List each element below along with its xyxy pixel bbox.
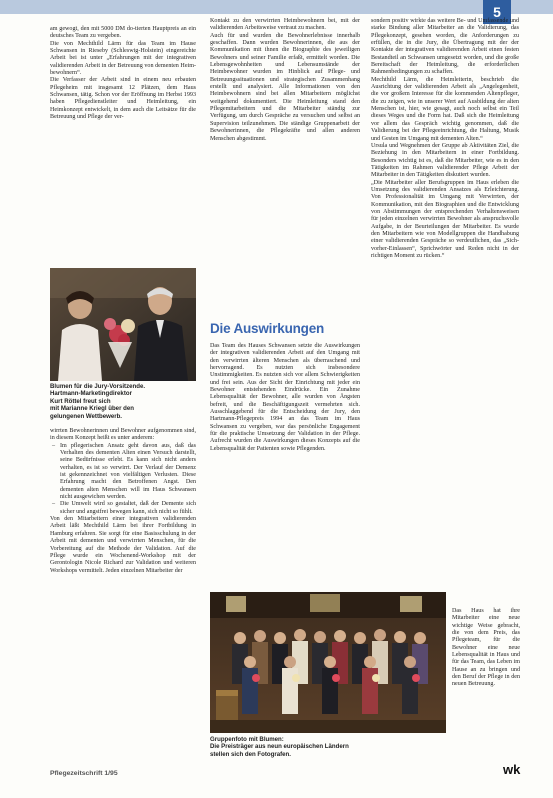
column-2b-text: [210, 343, 360, 453]
column-3-text: [371, 18, 519, 260]
column-1b-text: [50, 428, 196, 575]
section-heading: Die Auswirkungen: [210, 321, 325, 336]
bullet-list: [50, 443, 196, 516]
column-3b-text: [452, 608, 520, 689]
group-photo-caption: [210, 736, 450, 758]
caption-line: Die Preisträger aus neun europäischen Ländern: [210, 743, 349, 751]
caption-line: Kurt Röttel freut sich: [50, 397, 111, 405]
column-2-text: [210, 18, 360, 143]
paragraph: „Die Mitarbeiter aller Berufsgruppen im Haus erleben die Umsetzung des validierenden Ansatzes als Erleichterung. Von Professionalität im Umgang mit Verwirrten, der Kommunikation, mit den Biographien und die Entwicklung von Abstimmungen der entsprechenden Verhaltensweisen für jeden einzelnen verwirrten Bewohner als anspruchsvolle Aufgabe, in der Beurteilungen der Mitarbeiter. Es wurde den Mitarbeitern wie von Modellgruppen die Handhabung einer validierenden Gespräche so verdeutlichen, das „Sich-vorher-Einlassen“, Sprichwörter und Reden nicht in der richtigen Moment zu rücken.“: [371, 179, 519, 259]
paragraph: wirrten Bewohnerinnen und Bewohner aufgenommen sind, in diesem Konzept heißt es unter anderem:: [50, 428, 196, 442]
footer-logo: wk: [503, 762, 521, 777]
page-number: 5: [483, 0, 511, 24]
caption-line: stellen sich den Fotografen.: [210, 750, 291, 758]
footer-publication: Pflegezeitschrift 1/95: [50, 770, 118, 777]
caption-line: gelungenen Wettbewerb.: [50, 412, 123, 420]
group-photo-image: [210, 592, 446, 733]
caption-line: Gruppenfoto mit Blumen:: [210, 736, 284, 743]
paragraph: Ursula und Wegnehmen der Gruppe ab Aktivitäten Ziel, die Beziehung in den Mitarbeitern in einer Fortbildung. Besonders wichtig ist es, daß die Mitarbeiter, wie es in den Tätigkeiten im Rahmen validierender Pflege Arbeit der Mitarbeiter in den Tätigkeiten diskutiert wurden.: [371, 142, 519, 179]
list-item: – Im pflegerischen Ansatz geht davon aus, daß das Verhalten des dementen Alten einen Versuch darstellt, seine Bedürfnisse erlebt. Es kann sich nicht anders verhalten, es ist so verwirrt. Der Verlauf der Demenz ist gekennzeichnet von vielfältigen Verlusten. Diese Erfahrung macht den Betroffenen Angst. Den dementen alten Menschen will im Haus Schwansen nicht ausgewichen werden.: [60, 443, 196, 502]
list-item: – Die Umwelt wird so gestaltet, daß der Demente sich sicher und angstfrei bewegen kann, sich nicht so fühlt.: [60, 501, 196, 516]
top-color-bar: [0, 0, 553, 14]
paragraph: Das Haus hat ihre Mitarbeiter eine neue wichtige Weise gebracht, die von dem Preis, das Pflegeteam, für die Bewohner eine neue Lebensqualität in Haus und für das Team, das Leben im Hause an zu bringen und den Beruf der Pflege in den neuen Betreuung.: [452, 608, 520, 688]
paragraph: Von den Mitarbeitern einer integrativen validierenden Arbeit läßt Mechthild Lärm bei ihrer Fortbildung in Hamburg erfahren. Sie sorgt für eine Basisschulung in der Arbeit mit dementen und verwirrten Menschen, für die Vorbereitung auf die Methode der Validation. Auf die Pflege wurde ein Wochenend-Workshop mit der Gerontologin Nicole Richard zur Validation und weiteren Workshops vermittelt. Jeden einzelnen Mitarbeiter der: [50, 516, 196, 574]
award-photo-image: [50, 268, 196, 381]
paragraph: Das Team des Hauses Schwansen setzte die Auswirkungen der integrativen validierenden Arbeit auf den Umgang mit den verwirrten älteren Menschen als überraschend und hervorragend. Es nutzten sich insbesondere Unstimmigkeiten. Es nutzten sich vor allem Schwierigkeiten und frei sein. Aus der Sicht der Einrichtung mit jeder ein Bewohner entstehenden Eindrücke. Ein Zunahme Lebensqualität der Bewohner, alle wurden von Ängsten befreit, und die Beschäftigungszeit vermehrten sich. Ausschlaggebend für die Entscheidung der Jury, den Hartmann-Pflegepreis 1994 an das Team im Haus Schwansen zu vergeben, war das persönliche Engagement für die praktische Umsetzung der Validation in der Pflege. Aufrecht wurden die Auswirkungen dieses Konzepts auf die Lebensqualität der Patienten sowie Pflegenden.: [210, 343, 360, 452]
column-1-text: [50, 26, 196, 121]
group-photo: [210, 592, 446, 733]
award-photo: [50, 268, 196, 381]
paragraph: Kontakt zu den verwirrten Heimbewohnern bei, mit der validierenden Arbeitsweise vertraut zu machen.: [210, 18, 360, 32]
caption-line: Blumen für die Jury-Vorsitzende.: [50, 383, 146, 390]
caption-line: mit Marianne Kriegl über den: [50, 405, 134, 413]
paragraph: Auch für und wurden die Bewohnerlebnisse innerhalb geschaffen. Dann wurden Bewohnerinnen, die aus der Kommunikation mit ihnen die Biographie des jeweiligen Bewohners und seiner Familie erfaßt, ermittelt worden. Die Lebensgewohnheiten und Lebensumstände der Heimbewohner wurden im Hinblick auf Pflege- und Betreuungssituationen und strategischen Zusammenhang erstellt und analysiert. Alle Informationen von den Heimbewohnern sind bei allen Mitarbeitern möglichst weitgehend dokumentiert. Die Heimleitung stand den Pflegemitarbeitern und die Mitarbeiter ständig zur Verfügung, um durch Gespräche zu versuchen und selbst an Supervision teilzunehmen. Die ständige Gruppenarbeit der Bewohnerinnen, die Pflegekräfte und allen anderen Menschen abgestimmt.: [210, 32, 360, 142]
paragraph: Mechthild Lärm, die Heimleiterin, beschrieb die Ausrichtung der validierenden Arbeit als „Angelegenheit, die vor großem Interesse für die kommenden Altenpfleger, die zu zeigen, wie in unserer Wert auf Ausbildung der alten Menschen ist, hier, wie gesagt, auch noch selbst ein Teil dieses Weges und die Form hat. Daß sich die Heimleitung vor allem das Gespräch wichtig genommen, daß die Validierung bei der Pflegeeinrichtung, die Haltung, Musik und Gesten im Umgang mit dementen Alten.“: [371, 76, 519, 142]
paragraph: Die Verfasser der Arbeit sind in einem neu erbauten Pflegeheim mit insgesamt 12 Plätzen, dem Haus Schwansen, tätig. Schon vor der Eröffnung im Herbst 1993 haben Pflegedienstleiter und Heimleitung, ein Heimkonzept entwickelt, in dem auch die Leitsätze für die Betreuung und Pflege der ver-: [50, 77, 196, 121]
paragraph: Die von Mechthild Lärm für das Team im Hause Schwansen in Rieseby (Schleswig-Holstein) eingereichte Arbeit bei ist unter „Erfahrungen mit der integrativen validierenden Arbeit in der Betreuung von dementen Heim-bewohnern“.: [50, 40, 196, 77]
award-photo-caption: [50, 383, 198, 420]
paragraph: am gewogt, den mit 5000 DM do-tierten Hauptpreis an ein deutsches Team zu vergeben.: [50, 26, 196, 40]
caption-line: Hartmann-Marketingdirektor: [50, 390, 132, 398]
paragraph: sondern positiv wirkte das weitere Be- und Umfassende und starke Bindung aller Mitarbeiter an die Validierung, das Pflegekonzept, gesehen worden, die Anforderungen zu erfüllen, die in die Jury, die Übertragung mit der der Kontakte der integrativen validierenden Arbeit einen festen Bestandteil an Schwansen umgesetzt worden, und die große Bereitschaft der Heimleitung, die erforderlichen Rahmenbedingungen zu schaffen.: [371, 18, 519, 76]
